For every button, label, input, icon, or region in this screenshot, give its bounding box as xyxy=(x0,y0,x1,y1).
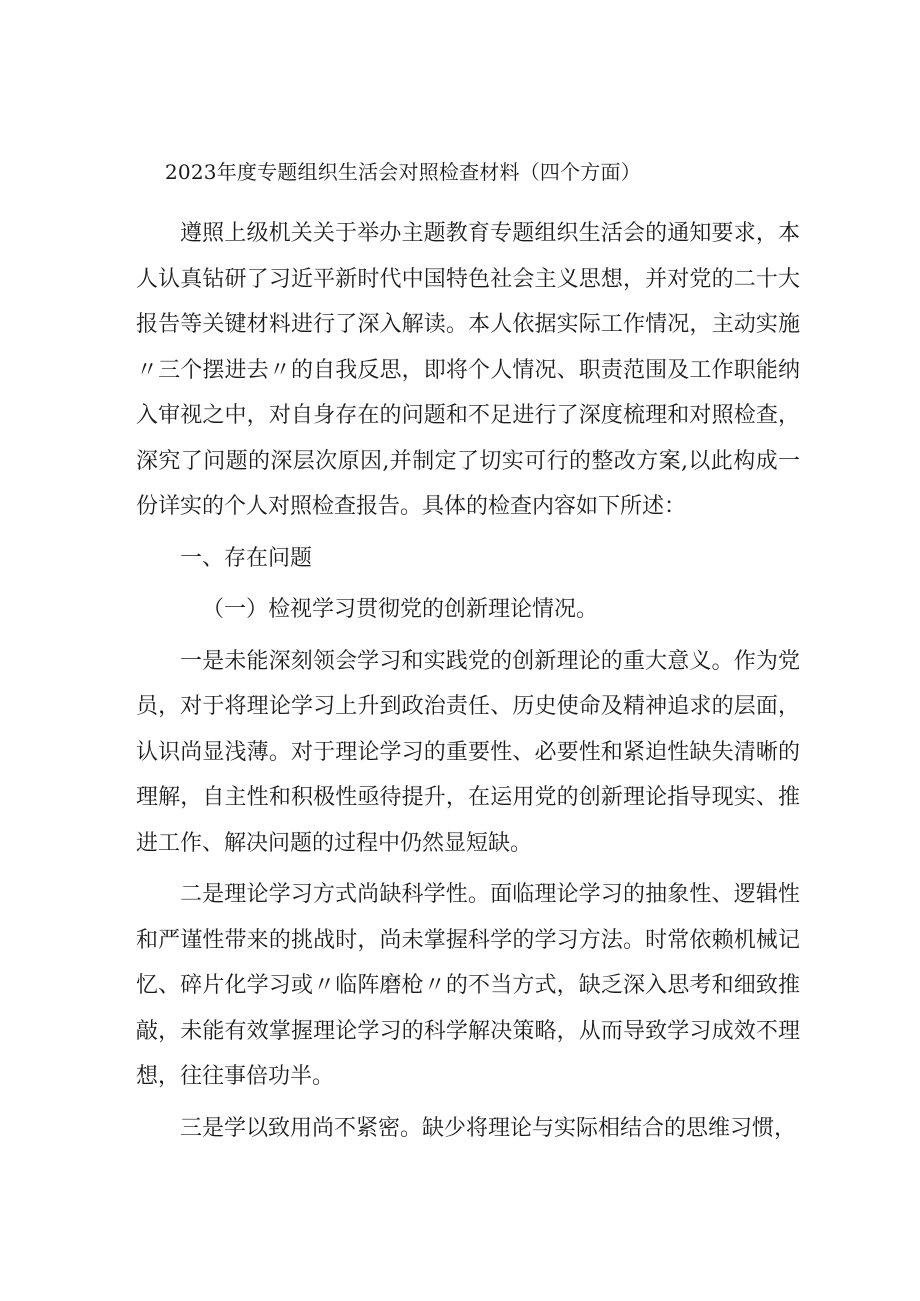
subsection-heading-theory-study: （一）检视学习贯彻党的创新理论情况。 xyxy=(202,597,599,622)
paragraph-point-3: 三是学以致用尚不紧密。缺少将理论与实际相结合的思维习惯， xyxy=(180,1115,797,1141)
intro-paragraph: 遵照上级机关关于举办主题教育专题组织生活会的通知要求，本人认真钻研了习近平新时代中国特色社会主义思想，并对党的二十大报告等关键材料进行了深入解读。本人依据实际工作情况，主动实施〃三个摆进去〃的自我反思，即将个人情况、职责范围及工作职能纳入审视之中，对自身存在的问题和不足进行了深度梳理和对照检查，深究了问题的深层次原因,并制定了切实可行的整改方案,以此构成一份详实的个人对照检查报告。具体的检查内容如下所述： xyxy=(136,221,800,519)
paragraph-point-2: 二是理论学习方式尚缺科学性。面临理论学习的抽象性、逻辑性和严谨性带来的挑战时，尚未掌握科学的学习方法。时常依赖机械记忆、碎片化学习或〃临阵磨枪〃的不当方式，缺乏深入思考和细致推敲，未能有效掌握理论学习的科学解决策略，从而导致学习成效不理想，往往事倍功半。 xyxy=(136,882,800,1089)
section-heading-problems: 一、存在问题 xyxy=(180,545,313,571)
document-body xyxy=(136,211,800,1151)
document-title: 2023年度专题组织生活会对照检查材料（四个方面） xyxy=(165,160,641,184)
paragraph-point-1: 一是未能深刻领会学习和实践党的创新理论的重大意义。作为党员，对于将理论学习上升到政治责任、历史使命及精神追求的层面，认识尚显浅薄。对于理论学习的重要性、必要性和紧迫性缺失清晰的理解，自主性和积极性亟待提升，在运用党的创新理论指导现实、推进工作、解决问题的过程中仍然显短缺。 xyxy=(136,648,800,856)
